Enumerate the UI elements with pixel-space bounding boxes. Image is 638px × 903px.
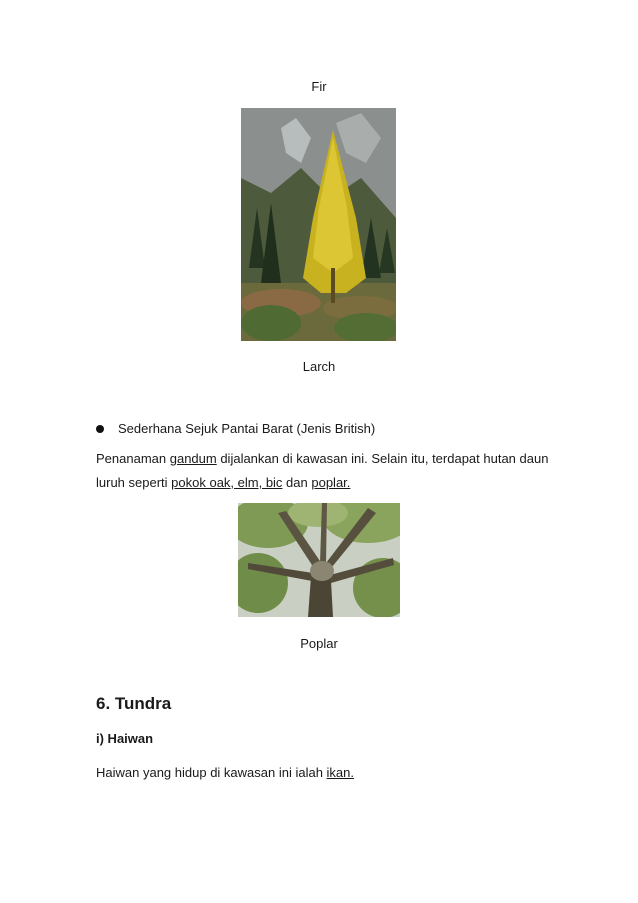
bullet-icon	[96, 425, 104, 433]
text-segment: Haiwan yang hidup di kawasan ini ialah	[96, 765, 327, 780]
poplar-photo	[238, 503, 400, 617]
caption-poplar: Poplar	[300, 636, 338, 651]
paragraph-1-line-1	[96, 447, 556, 471]
underlined-tree-list: pokok oak, elm, bic	[171, 475, 283, 490]
bullet-item	[96, 421, 375, 436]
paragraph-1	[96, 447, 556, 495]
paragraph-2	[96, 761, 556, 785]
text-segment: dijalankan di kawasan ini. Selain itu, terdapat hutan daun	[216, 451, 549, 466]
underlined-ikan: ikan.	[326, 765, 355, 780]
bullet-text: Sederhana Sejuk Pantai Barat (Jenis British)	[118, 421, 376, 436]
caption-larch: Larch	[302, 359, 336, 374]
underlined-poplar: poplar.	[311, 475, 351, 490]
paragraph-1-line-2	[96, 471, 556, 495]
text-segment: dan	[282, 475, 312, 490]
larch-photo	[241, 108, 396, 341]
section-heading: 6. Tundra	[96, 694, 172, 713]
text-segment: Penanaman	[96, 451, 170, 466]
sub-heading: i) Haiwan	[96, 731, 154, 746]
underlined-gandum: gandum	[169, 451, 217, 466]
text-segment: luruh seperti	[96, 475, 172, 490]
caption-fir: Fir	[311, 79, 327, 94]
